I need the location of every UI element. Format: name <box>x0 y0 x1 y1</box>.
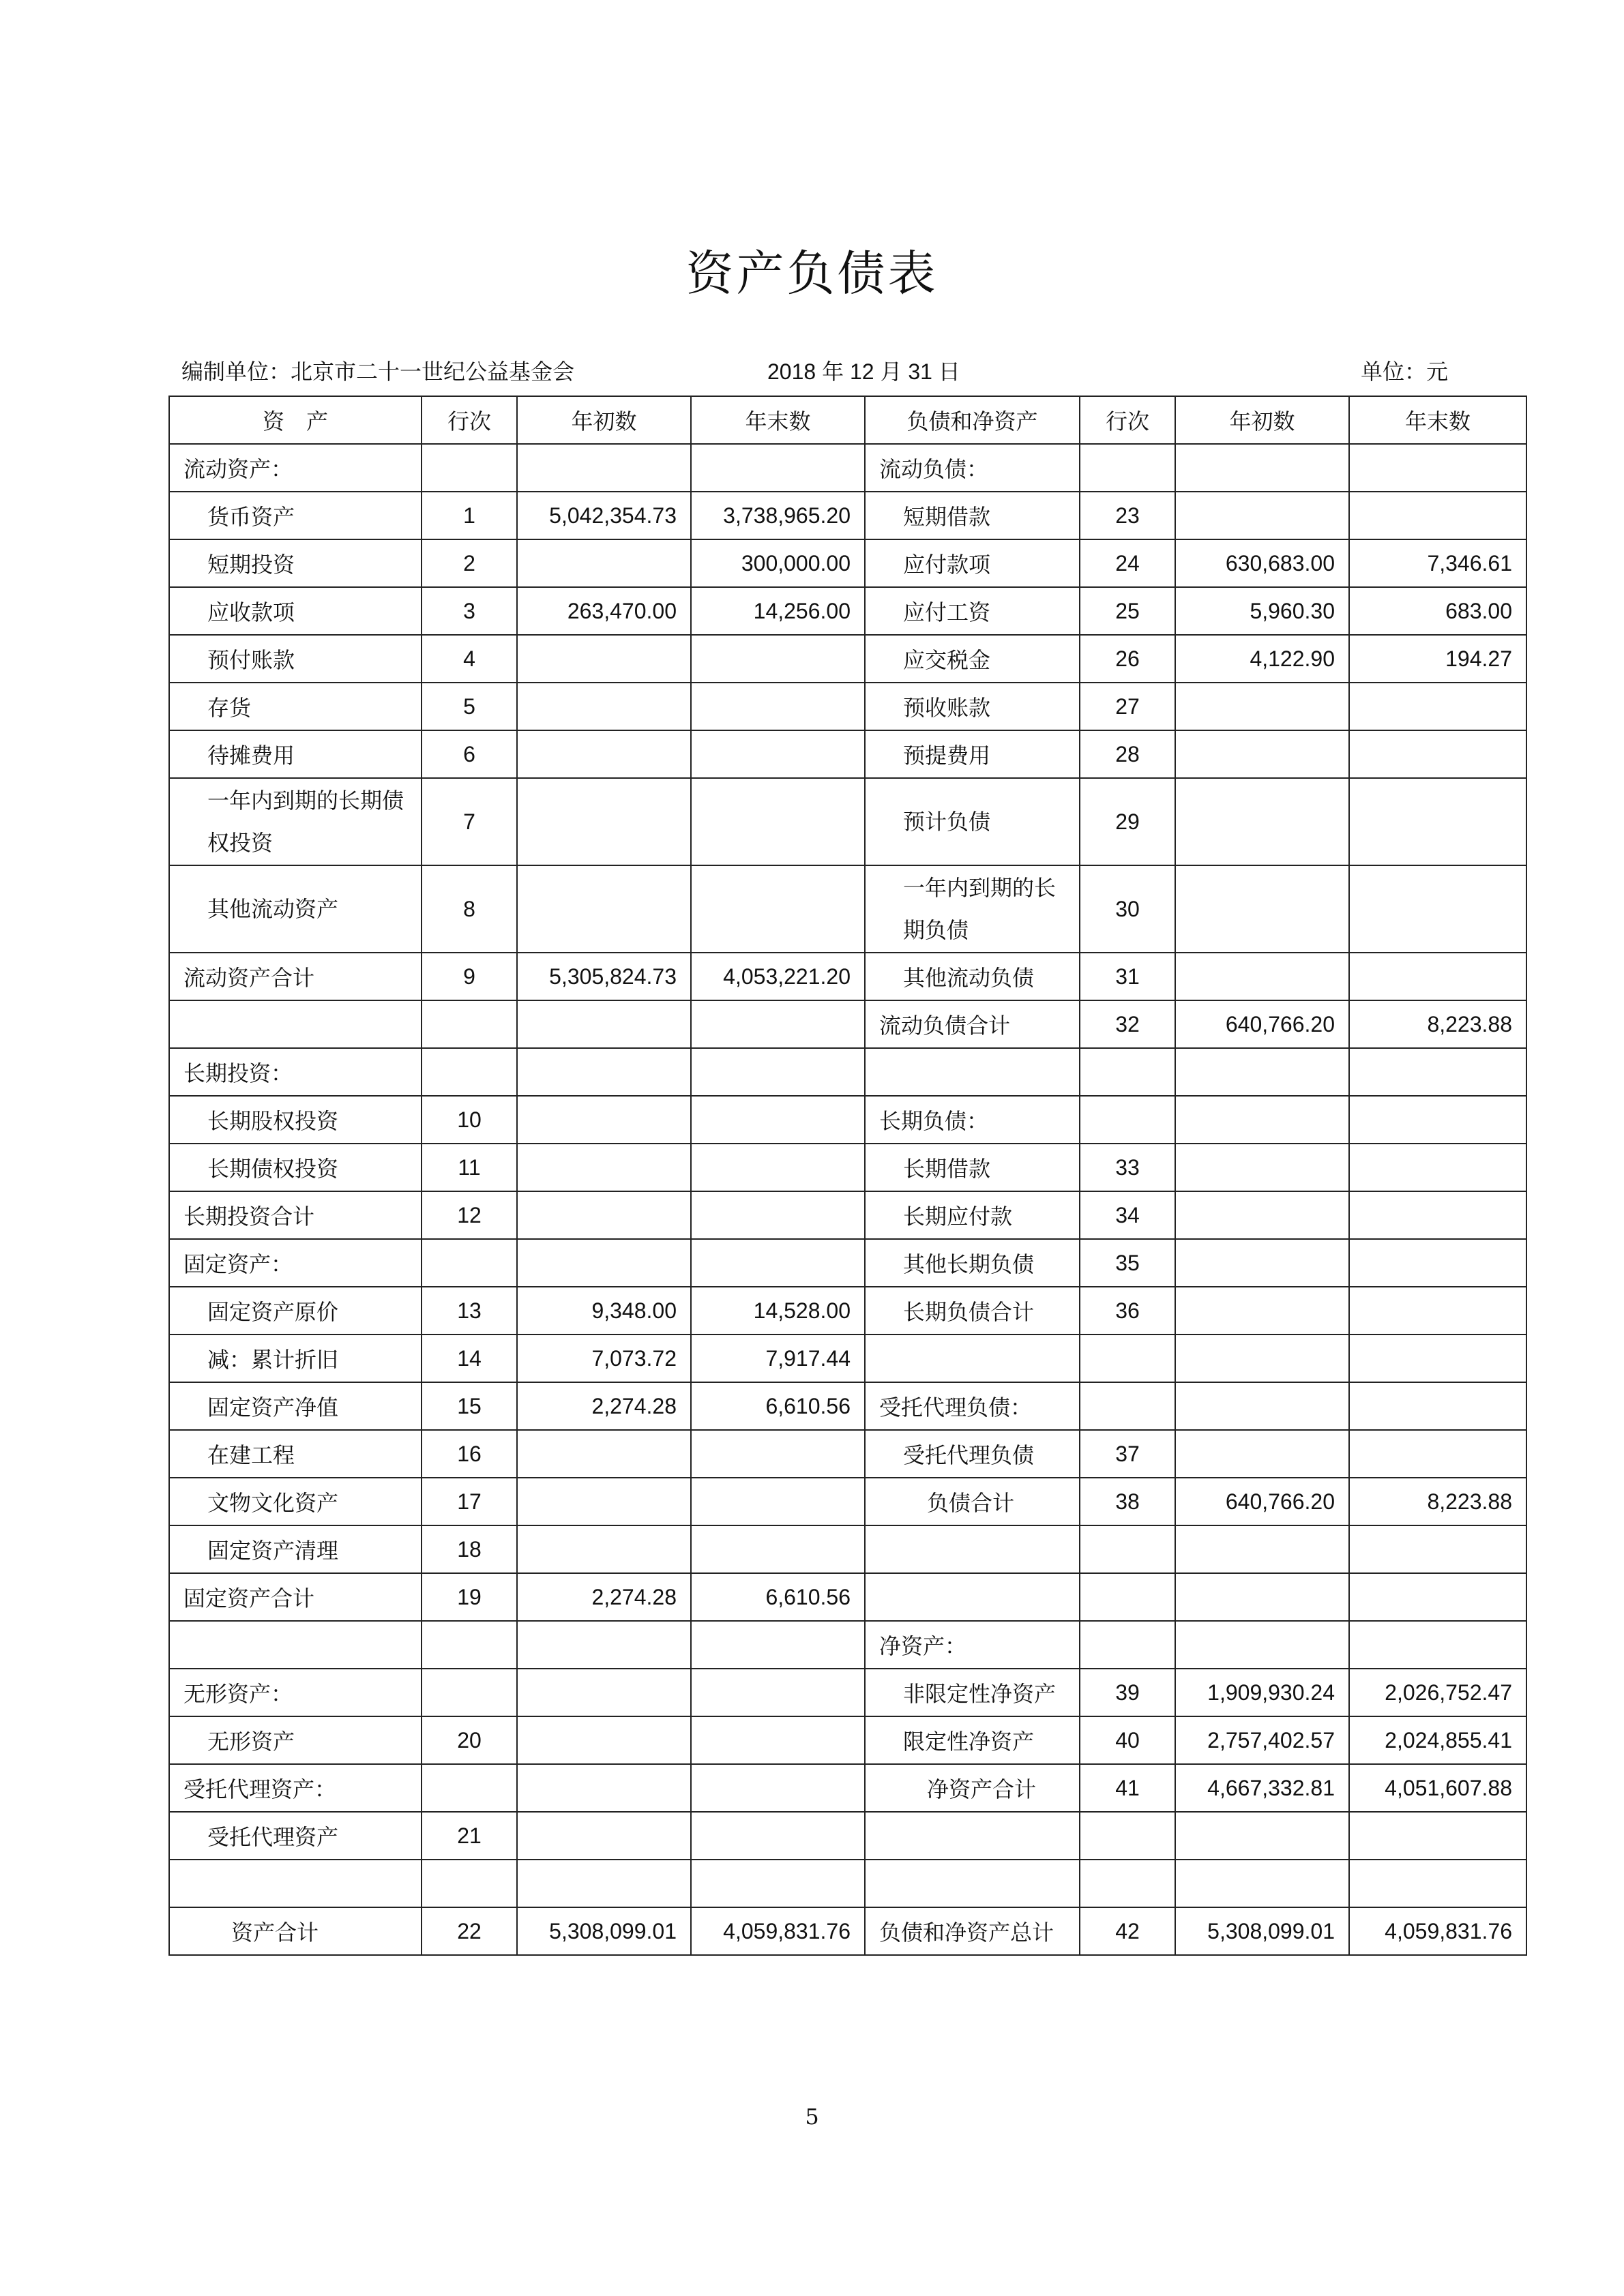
asset-item: 其他流动资产 <box>169 865 422 953</box>
asset-item: 减：累计折旧 <box>169 1335 422 1382</box>
line-number: 9 <box>422 953 517 1000</box>
opening-balance: 640,766.20 <box>1175 1478 1349 1525</box>
table-row <box>169 539 1526 587</box>
closing-balance <box>691 1096 865 1144</box>
opening-balance: 5,042,354.73 <box>517 492 691 539</box>
liability-item: 负债合计 <box>865 1478 1080 1525</box>
closing-balance <box>691 635 865 683</box>
closing-balance <box>691 1048 865 1096</box>
opening-balance <box>517 635 691 683</box>
asset-item: 固定资产合计 <box>169 1573 422 1621</box>
opening-balance: 7,073.72 <box>517 1335 691 1382</box>
table-row <box>169 1096 1526 1144</box>
closing-balance <box>1349 444 1526 492</box>
line-number <box>422 1000 517 1048</box>
liability-item: 负债和净资产总计 <box>865 1907 1080 1955</box>
closing-balance: 8,223.88 <box>1349 1000 1526 1048</box>
table-row <box>169 1478 1526 1525</box>
header-liabilities: 负债和净资产 <box>865 396 1080 444</box>
asset-item: 固定资产净值 <box>169 1382 422 1430</box>
opening-balance <box>517 1096 691 1144</box>
asset-item: 待摊费用 <box>169 730 422 778</box>
opening-balance: 5,308,099.01 <box>517 1907 691 1955</box>
table-row <box>169 1764 1526 1812</box>
closing-balance <box>1349 1430 1526 1478</box>
opening-balance: 263,470.00 <box>517 587 691 635</box>
line-number: 26 <box>1080 635 1175 683</box>
line-number: 13 <box>422 1287 517 1335</box>
line-number <box>1080 1573 1175 1621</box>
table-row <box>169 1907 1526 1955</box>
date-month: 12 <box>849 359 874 384</box>
closing-balance: 2,026,752.47 <box>1349 1669 1526 1716</box>
line-number: 15 <box>422 1382 517 1430</box>
table-row <box>169 778 1526 865</box>
asset-item: 受托代理资产： <box>169 1764 422 1812</box>
asset-item: 在建工程 <box>169 1430 422 1478</box>
closing-balance <box>691 778 865 865</box>
table-row <box>169 1430 1526 1478</box>
opening-balance: 2,274.28 <box>517 1573 691 1621</box>
opening-balance: 630,683.00 <box>1175 539 1349 587</box>
opening-balance <box>517 730 691 778</box>
line-number: 3 <box>422 587 517 635</box>
asset-item: 固定资产清理 <box>169 1525 422 1573</box>
line-number <box>422 1239 517 1287</box>
table-row <box>169 1860 1526 1907</box>
liability-item <box>865 1335 1080 1382</box>
header-line-no: 行次 <box>1080 396 1175 444</box>
opening-balance <box>517 683 691 730</box>
closing-balance: 14,528.00 <box>691 1287 865 1335</box>
closing-balance <box>691 1478 865 1525</box>
closing-balance <box>1349 1048 1526 1096</box>
closing-balance <box>1349 778 1526 865</box>
table-row <box>169 1525 1526 1573</box>
page-title: 资产负债表 <box>685 245 939 301</box>
opening-balance <box>1175 492 1349 539</box>
asset-item: 流动资产： <box>169 444 422 492</box>
line-number: 23 <box>1080 492 1175 539</box>
line-number: 21 <box>422 1812 517 1860</box>
opening-balance <box>1175 683 1349 730</box>
liability-item: 预计负债 <box>865 778 1080 865</box>
liability-item: 一年内到期的长期负债 <box>865 865 1080 953</box>
closing-balance: 4,059,831.76 <box>691 1907 865 1955</box>
header-line-no: 行次 <box>422 396 517 444</box>
closing-balance <box>1349 492 1526 539</box>
opening-balance <box>1175 1239 1349 1287</box>
opening-balance <box>1175 1430 1349 1478</box>
opening-balance: 5,960.30 <box>1175 587 1349 635</box>
asset-item: 长期股权投资 <box>169 1096 422 1144</box>
organization-label: 编制单位：北京市二十一世纪公益基金会 <box>181 359 575 385</box>
opening-balance <box>517 865 691 953</box>
opening-balance <box>517 1478 691 1525</box>
line-number <box>1080 1048 1175 1096</box>
table-row <box>169 1335 1526 1382</box>
opening-balance <box>1175 1860 1349 1907</box>
liability-item <box>865 1048 1080 1096</box>
line-number: 42 <box>1080 1907 1175 1955</box>
line-number: 33 <box>1080 1144 1175 1191</box>
closing-balance: 7,917.44 <box>691 1335 865 1382</box>
line-number: 40 <box>1080 1716 1175 1764</box>
line-number: 6 <box>422 730 517 778</box>
liability-item: 应付工资 <box>865 587 1080 635</box>
page-number: 5 <box>805 2104 819 2130</box>
line-number <box>422 1621 517 1669</box>
closing-balance <box>1349 730 1526 778</box>
line-number: 12 <box>422 1191 517 1239</box>
liability-item: 净资产： <box>865 1621 1080 1669</box>
opening-balance <box>1175 1621 1349 1669</box>
asset-item: 存货 <box>169 683 422 730</box>
date-day: 31 <box>908 359 932 384</box>
line-number <box>1080 1335 1175 1382</box>
unit-label: 单位：元 <box>1361 359 1449 385</box>
liability-item <box>865 1573 1080 1621</box>
line-number: 1 <box>422 492 517 539</box>
asset-item: 无形资产： <box>169 1669 422 1716</box>
opening-balance: 4,122.90 <box>1175 635 1349 683</box>
table-row <box>169 1382 1526 1430</box>
line-number: 37 <box>1080 1430 1175 1478</box>
opening-balance <box>1175 1287 1349 1335</box>
opening-balance <box>517 1621 691 1669</box>
line-number: 18 <box>422 1525 517 1573</box>
line-number: 27 <box>1080 683 1175 730</box>
opening-balance <box>1175 1048 1349 1096</box>
line-number: 10 <box>422 1096 517 1144</box>
asset-item: 长期投资： <box>169 1048 422 1096</box>
liability-item: 限定性净资产 <box>865 1716 1080 1764</box>
liability-item: 受托代理负债： <box>865 1382 1080 1430</box>
closing-balance <box>1349 1525 1526 1573</box>
asset-item <box>169 1621 422 1669</box>
table-row <box>169 1144 1526 1191</box>
line-number: 28 <box>1080 730 1175 778</box>
opening-balance <box>1175 730 1349 778</box>
opening-balance: 9,348.00 <box>517 1287 691 1335</box>
opening-balance <box>517 1430 691 1478</box>
asset-item <box>169 1000 422 1048</box>
opening-balance <box>517 1048 691 1096</box>
closing-balance <box>691 1525 865 1573</box>
closing-balance: 7,346.61 <box>1349 539 1526 587</box>
header-row <box>169 396 1526 444</box>
opening-balance <box>1175 1191 1349 1239</box>
line-number: 5 <box>422 683 517 730</box>
header-assets: 资 产 <box>169 396 422 444</box>
header-closing: 年末数 <box>691 396 865 444</box>
line-number: 38 <box>1080 1478 1175 1525</box>
closing-balance <box>1349 953 1526 1000</box>
line-number: 4 <box>422 635 517 683</box>
table-row <box>169 1573 1526 1621</box>
closing-balance <box>1349 1382 1526 1430</box>
liability-item: 长期负债： <box>865 1096 1080 1144</box>
line-number <box>422 1860 517 1907</box>
opening-balance <box>517 444 691 492</box>
closing-balance <box>691 1239 865 1287</box>
date-day-char: 日 <box>938 359 960 385</box>
liability-item: 其他长期负债 <box>865 1239 1080 1287</box>
opening-balance <box>517 778 691 865</box>
line-number <box>1080 1860 1175 1907</box>
closing-balance <box>691 444 865 492</box>
closing-balance <box>691 1860 865 1907</box>
opening-balance: 5,308,099.01 <box>1175 1907 1349 1955</box>
table-row <box>169 1716 1526 1764</box>
opening-balance <box>1175 1573 1349 1621</box>
closing-balance <box>1349 1239 1526 1287</box>
line-number <box>1080 1382 1175 1430</box>
opening-balance <box>1175 1382 1349 1430</box>
closing-balance <box>1349 1621 1526 1669</box>
line-number: 2 <box>422 539 517 587</box>
liability-item: 长期借款 <box>865 1144 1080 1191</box>
closing-balance: 683.00 <box>1349 587 1526 635</box>
liability-item: 流动负债合计 <box>865 1000 1080 1048</box>
opening-balance <box>517 1716 691 1764</box>
line-number: 25 <box>1080 587 1175 635</box>
closing-balance <box>1349 1335 1526 1382</box>
line-number <box>422 1764 517 1812</box>
date-month-char: 月 <box>880 359 902 385</box>
line-number: 30 <box>1080 865 1175 953</box>
opening-balance <box>1175 1812 1349 1860</box>
line-number: 36 <box>1080 1287 1175 1335</box>
closing-balance: 300,000.00 <box>691 539 865 587</box>
line-number: 24 <box>1080 539 1175 587</box>
liability-item: 净资产合计 <box>865 1764 1080 1812</box>
asset-item: 无形资产 <box>169 1716 422 1764</box>
line-number: 39 <box>1080 1669 1175 1716</box>
opening-balance <box>517 539 691 587</box>
table-row <box>169 1048 1526 1096</box>
opening-balance <box>517 1764 691 1812</box>
line-number <box>1080 1621 1175 1669</box>
table-row <box>169 1000 1526 1048</box>
opening-balance <box>1175 1525 1349 1573</box>
opening-balance <box>517 1812 691 1860</box>
liability-item <box>865 1812 1080 1860</box>
liability-item: 长期负债合计 <box>865 1287 1080 1335</box>
line-number: 31 <box>1080 953 1175 1000</box>
date-year: 2018 <box>767 359 816 384</box>
asset-item: 短期投资 <box>169 539 422 587</box>
line-number: 7 <box>422 778 517 865</box>
line-number <box>1080 444 1175 492</box>
opening-balance <box>517 1669 691 1716</box>
table-row <box>169 587 1526 635</box>
closing-balance <box>691 683 865 730</box>
line-number: 16 <box>422 1430 517 1478</box>
table-row <box>169 635 1526 683</box>
liability-item <box>865 1860 1080 1907</box>
closing-balance <box>1349 1287 1526 1335</box>
asset-item: 长期债权投资 <box>169 1144 422 1191</box>
closing-balance: 14,256.00 <box>691 587 865 635</box>
asset-item: 固定资产原价 <box>169 1287 422 1335</box>
line-number: 14 <box>422 1335 517 1382</box>
line-number: 20 <box>422 1716 517 1764</box>
line-number: 41 <box>1080 1764 1175 1812</box>
opening-balance: 1,909,930.24 <box>1175 1669 1349 1716</box>
opening-balance: 2,274.28 <box>517 1382 691 1430</box>
asset-item: 固定资产： <box>169 1239 422 1287</box>
closing-balance <box>1349 1812 1526 1860</box>
opening-balance: 5,305,824.73 <box>517 953 691 1000</box>
closing-balance <box>691 1000 865 1048</box>
line-number <box>1080 1525 1175 1573</box>
asset-item: 预付账款 <box>169 635 422 683</box>
asset-item: 长期投资合计 <box>169 1191 422 1239</box>
header-opening: 年初数 <box>1175 396 1349 444</box>
closing-balance: 4,051,607.88 <box>1349 1764 1526 1812</box>
closing-balance <box>691 1764 865 1812</box>
closing-balance <box>691 730 865 778</box>
line-number: 29 <box>1080 778 1175 865</box>
opening-balance <box>1175 1144 1349 1191</box>
line-number: 22 <box>422 1907 517 1955</box>
table-row <box>169 953 1526 1000</box>
table-row <box>169 865 1526 953</box>
opening-balance <box>1175 953 1349 1000</box>
liability-item: 预提费用 <box>865 730 1080 778</box>
opening-balance <box>1175 778 1349 865</box>
liability-item: 非限定性净资产 <box>865 1669 1080 1716</box>
opening-balance <box>517 1860 691 1907</box>
opening-balance <box>1175 865 1349 953</box>
opening-balance <box>517 1191 691 1239</box>
closing-balance: 4,059,831.76 <box>1349 1907 1526 1955</box>
line-number: 11 <box>422 1144 517 1191</box>
opening-balance <box>517 1144 691 1191</box>
closing-balance <box>691 1669 865 1716</box>
liability-item: 预收账款 <box>865 683 1080 730</box>
closing-balance <box>1349 1860 1526 1907</box>
opening-balance <box>1175 1335 1349 1382</box>
closing-balance: 6,610.56 <box>691 1573 865 1621</box>
line-number: 8 <box>422 865 517 953</box>
liability-item: 受托代理负债 <box>865 1430 1080 1478</box>
line-number <box>1080 1812 1175 1860</box>
opening-balance: 2,757,402.57 <box>1175 1716 1349 1764</box>
opening-balance <box>517 1239 691 1287</box>
asset-item: 应收款项 <box>169 587 422 635</box>
closing-balance: 4,053,221.20 <box>691 953 865 1000</box>
report-date <box>767 355 960 386</box>
asset-item: 流动资产合计 <box>169 953 422 1000</box>
closing-balance: 2,024,855.41 <box>1349 1716 1526 1764</box>
table-row <box>169 492 1526 539</box>
closing-balance: 8,223.88 <box>1349 1478 1526 1525</box>
line-number <box>1080 1096 1175 1144</box>
opening-balance <box>1175 444 1349 492</box>
closing-balance <box>1349 865 1526 953</box>
line-number: 35 <box>1080 1239 1175 1287</box>
closing-balance <box>1349 1144 1526 1191</box>
asset-item: 货币资产 <box>169 492 422 539</box>
header-opening: 年初数 <box>517 396 691 444</box>
table-row <box>169 1191 1526 1239</box>
table-row <box>169 1669 1526 1716</box>
asset-item <box>169 1860 422 1907</box>
opening-balance: 640,766.20 <box>1175 1000 1349 1048</box>
liability-item: 应付款项 <box>865 539 1080 587</box>
liability-item <box>865 1525 1080 1573</box>
closing-balance: 3,738,965.20 <box>691 492 865 539</box>
liability-item: 其他流动负债 <box>865 953 1080 1000</box>
table-row <box>169 444 1526 492</box>
liability-item: 流动负债： <box>865 444 1080 492</box>
closing-balance: 194.27 <box>1349 635 1526 683</box>
closing-balance <box>1349 1191 1526 1239</box>
closing-balance <box>691 865 865 953</box>
asset-item: 一年内到期的长期债权投资 <box>169 778 422 865</box>
opening-balance: 4,667,332.81 <box>1175 1764 1349 1812</box>
line-number: 19 <box>422 1573 517 1621</box>
line-number: 32 <box>1080 1000 1175 1048</box>
table-row <box>169 730 1526 778</box>
asset-item: 受托代理资产 <box>169 1812 422 1860</box>
liability-item: 短期借款 <box>865 492 1080 539</box>
liability-item: 长期应付款 <box>865 1191 1080 1239</box>
liability-item: 应交税金 <box>865 635 1080 683</box>
opening-balance <box>517 1525 691 1573</box>
opening-balance <box>1175 1096 1349 1144</box>
line-number <box>422 444 517 492</box>
closing-balance: 6,610.56 <box>691 1382 865 1430</box>
closing-balance <box>1349 683 1526 730</box>
line-number <box>422 1048 517 1096</box>
closing-balance <box>691 1716 865 1764</box>
closing-balance <box>691 1144 865 1191</box>
line-number <box>422 1669 517 1716</box>
line-number: 17 <box>422 1478 517 1525</box>
date-year-char: 年 <box>822 359 844 385</box>
line-number: 34 <box>1080 1191 1175 1239</box>
header-closing: 年末数 <box>1349 396 1526 444</box>
asset-item: 资产合计 <box>169 1907 422 1955</box>
balance-sheet-table <box>168 396 1527 1956</box>
closing-balance <box>691 1191 865 1239</box>
table-row <box>169 1621 1526 1669</box>
table-row <box>169 1287 1526 1335</box>
opening-balance <box>517 1000 691 1048</box>
closing-balance <box>691 1430 865 1478</box>
asset-item: 文物文化资产 <box>169 1478 422 1525</box>
closing-balance <box>1349 1573 1526 1621</box>
table-row <box>169 683 1526 730</box>
closing-balance <box>1349 1096 1526 1144</box>
closing-balance <box>691 1812 865 1860</box>
closing-balance <box>691 1621 865 1669</box>
table-row <box>169 1812 1526 1860</box>
table-row <box>169 1239 1526 1287</box>
